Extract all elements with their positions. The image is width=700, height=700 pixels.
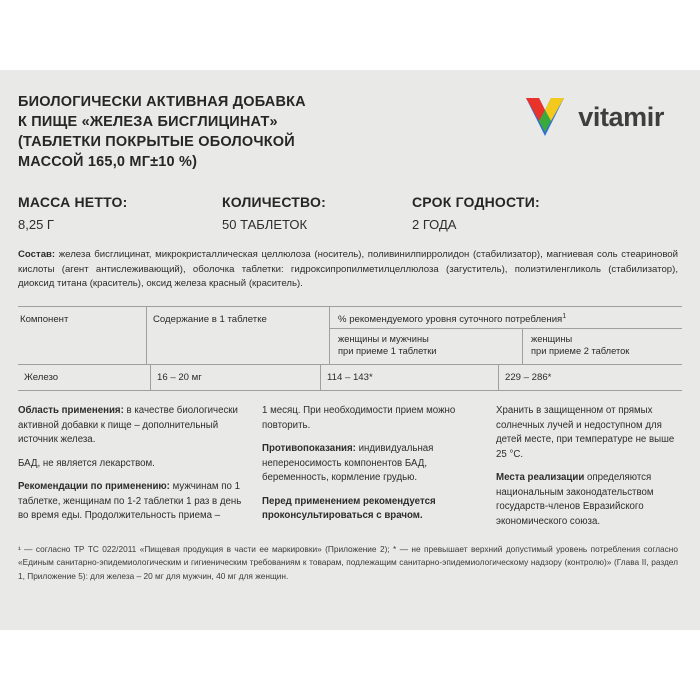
stat-quantity-value: 50 ТАБЛЕТОК	[222, 217, 308, 232]
header-percent-title	[330, 307, 682, 328]
not-a-medicine-text: БАД, не является лекарством.	[18, 457, 155, 469]
header-percent-footnote-marker: 1	[562, 312, 567, 320]
stat-net-weight	[18, 194, 222, 232]
row-component-name: Железо	[24, 372, 59, 384]
consult-doctor	[262, 495, 480, 524]
composition-title: Состав:	[18, 249, 56, 260]
header-percent-sub-a: женщины и мужчины при приеме 1 таблетки	[338, 333, 437, 357]
info-column-3	[496, 404, 682, 529]
row-percent-b: 229 – 286*	[498, 365, 682, 390]
usage-area-text: в качестве биологически активной добавки к пище – дополнительный источник железа.	[18, 405, 238, 446]
contraindications-title: Противопоказания:	[262, 443, 356, 455]
duration-continued	[262, 404, 480, 433]
label-header	[18, 92, 682, 172]
header-percent-text: % рекомендуемого уровня суточного потребления	[338, 313, 563, 325]
stat-quantity	[222, 194, 412, 232]
not-a-medicine	[18, 457, 246, 472]
nutrition-table-header	[18, 307, 682, 365]
brand-lockup	[522, 96, 664, 138]
vitamir-logo-icon	[522, 96, 568, 138]
label-panel	[0, 70, 700, 630]
consult-doctor-text: Перед применением рекомендуется проконсультироваться с врачом.	[262, 495, 436, 522]
product-title	[18, 92, 306, 172]
usage-area	[18, 404, 246, 448]
sales-locations-title: Места реализации	[496, 472, 585, 484]
usage-recommendations	[18, 480, 246, 524]
info-column-1	[18, 404, 262, 529]
table-row	[18, 365, 682, 390]
sales-locations-text: определяются национальным законодательством государств-членов Евразийского экономического союза.	[496, 472, 654, 527]
info-columns	[18, 404, 682, 529]
header-percent-group	[329, 307, 682, 364]
info-column-2	[262, 404, 496, 529]
row-amount: 16 – 20 мг	[150, 365, 320, 390]
brand-name: vitamir	[578, 101, 664, 132]
stat-shelf-life	[412, 194, 630, 232]
product-title-line-3: (ТАБЛЕТКИ ПОКРЫТЫЕ ОБОЛОЧКОЙ	[18, 134, 295, 150]
header-component: Компонент	[20, 313, 69, 325]
usage-recommendations-text: мужчинам по 1 таблетке, женщинам по 1-2 таблетки 1 раз в день во время еды. Продолжительность приема –	[18, 481, 242, 522]
stat-net-weight-label: МАССА НЕТТО:	[18, 194, 128, 210]
footnote: ¹ — согласно ТР ТС 022/2011 «Пищевая продукция в части ее маркировки» (Приложение 2); * — не превышает верхний допустимый уровень потребления согласно «Единым санитарно-эпидемиологическим и гигиеническим требованиям к товарам, подлежащим санитарно-эпидемиологическому надзору (контролю)» (Глава II, раздел 1, Приложение 5): для железа – 20 мг для мужчин, 40 мг для женщин.	[18, 544, 678, 581]
storage-conditions-text: Хранить в защищенном от прямых солнечных лучей и недоступном для детей месте, при температуре не выше 25 °С.	[496, 405, 675, 460]
header-percent-subrow	[330, 328, 682, 364]
composition-paragraph	[18, 248, 682, 292]
contraindications	[262, 442, 480, 486]
stat-shelf-life-label: СРОК ГОДНОСТИ:	[412, 194, 540, 210]
stat-shelf-life-value: 2 ГОДА	[412, 217, 457, 232]
stat-quantity-label: КОЛИЧЕСТВО:	[222, 194, 326, 210]
usage-area-title: Область применения:	[18, 405, 124, 417]
product-title-line-2: К ПИЩЕ «ЖЕЛЕЗА БИСГЛИЦИНАТ»	[18, 114, 278, 130]
row-percent-a: 114 – 143*	[320, 365, 498, 390]
contraindications-text: индивидуальная непереносимость компонентов БАД, беременность, кормление грудью.	[262, 443, 434, 484]
storage-conditions	[496, 404, 682, 462]
product-title-line-4: МАССОЙ 165,0 МГ±10 %)	[18, 154, 198, 170]
duration-continued-text: 1 месяц. При необходимости прием можно повторить.	[262, 405, 456, 431]
composition-text: железа бисглицинат, микрокристаллическая целлюлоза (носитель), поливинилпирролидон (стабилизатор), магниевая соль стеариновой кислоты (агент антислеживающий), оболочка таблетки: гидроксипропилметилцеллюлоза (загуститель), полиэтиленгликоль (стабилизатор), диоксид титана (краситель), оксид железа красный (краситель).	[18, 249, 678, 290]
header-content: Содержание в 1 таблетке	[146, 307, 329, 364]
header-percent-sub-b: женщины при приеме 2 таблеток	[522, 329, 682, 364]
stats-row	[18, 194, 682, 232]
product-title-line-1: БИОЛОГИЧЕСКИ АКТИВНАЯ ДОБАВКА	[18, 94, 306, 110]
sales-locations	[496, 471, 682, 529]
nutrition-table	[18, 306, 682, 391]
stat-net-weight-value: 8,25 Г	[18, 217, 54, 232]
usage-recommendations-title: Рекомендации по применению:	[18, 481, 170, 493]
